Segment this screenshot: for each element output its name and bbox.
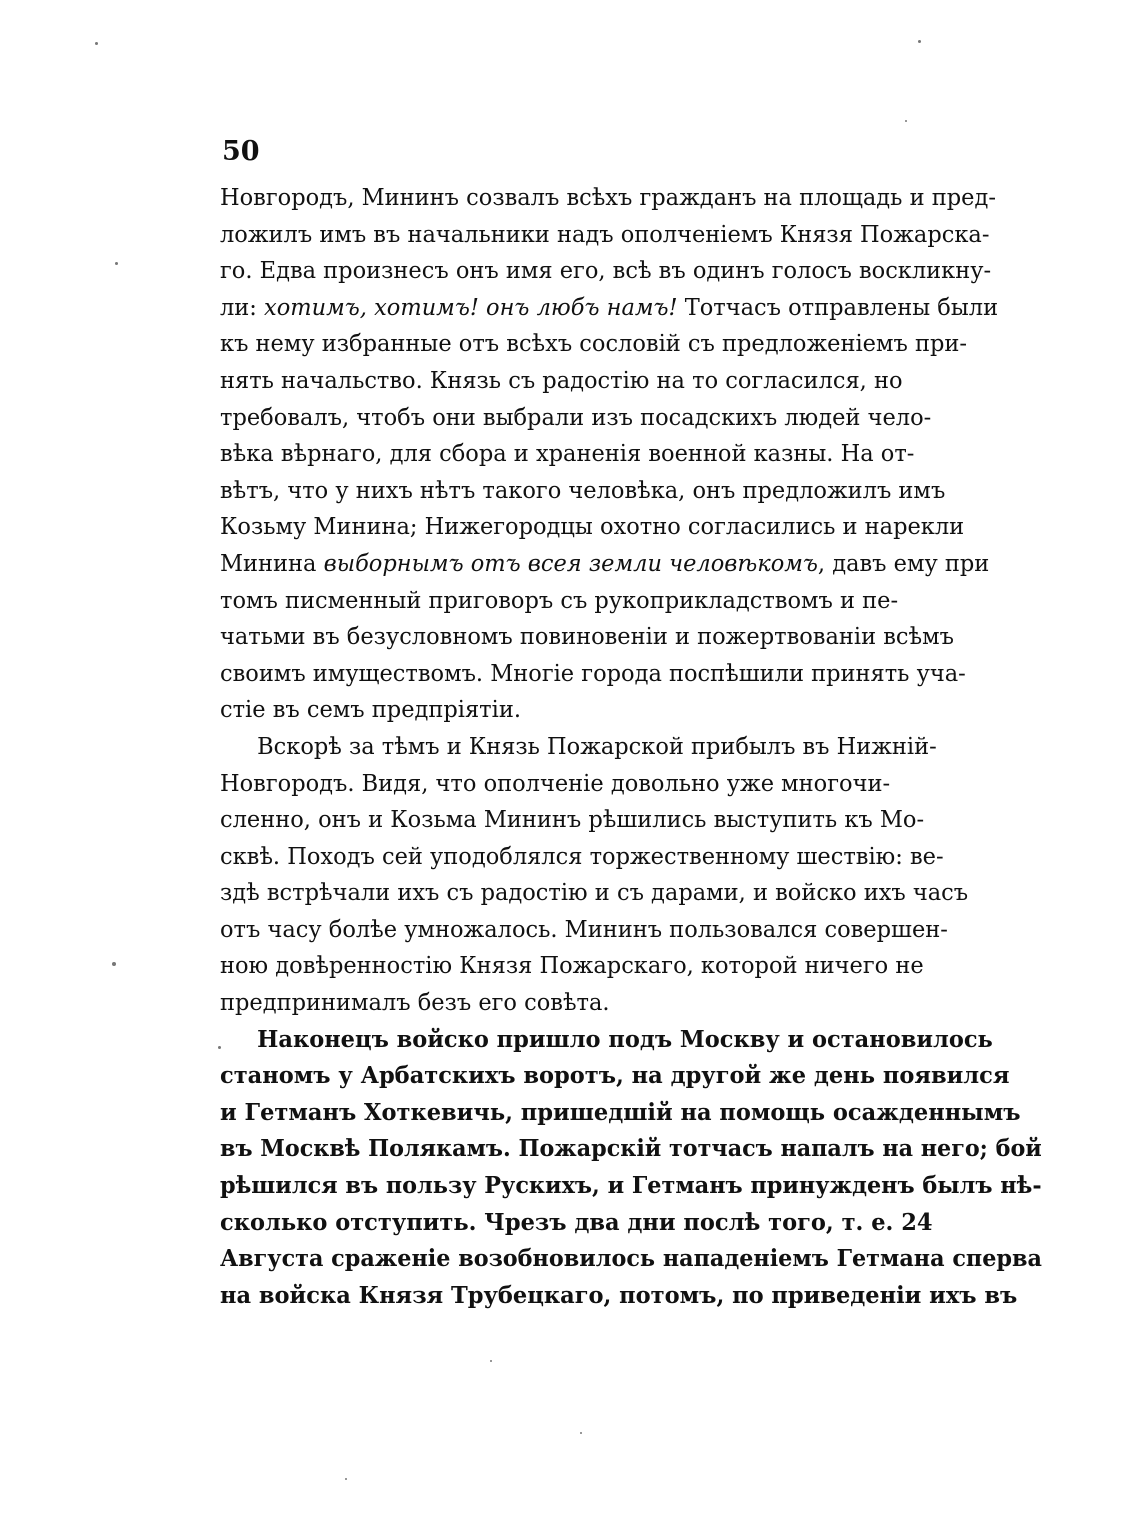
text-line: Новгородъ. Видя, что ополченіе довольно уже многочи- (220, 770, 891, 797)
text-line (220, 290, 1042, 327)
scan-speck (490, 1360, 492, 1362)
text-line: отъ часу болѣе умножалось. Мининъ пользовался совершен- (220, 916, 948, 943)
text-line: чатьми въ безусловномъ повиновеніи и пожертвованіи всѣмъ (220, 624, 954, 651)
text-line: Вскорѣ за тѣмъ и Князь Пожарской прибылъ въ Нижній- (257, 733, 937, 760)
text-line: своимъ имуществомъ. Многіе города поспѣшили принять уча- (220, 660, 966, 687)
text-line: рѣшился въ пользу Рускихъ, и Гетманъ принужденъ былъ нѣ- (220, 1172, 1042, 1200)
text-line: нять начальство. Князь съ радостію на то согласился, но (220, 367, 903, 394)
text-line: и Гетманъ Хоткевичь, пришедшій на помощь осажденнымъ (220, 1098, 1021, 1126)
text-line: томъ писменный приговоръ съ рукоприкладствомъ и пе- (220, 587, 899, 614)
body-text (220, 180, 1060, 1314)
text-line: въ Москвѣ Полякамъ. Пожарскій тотчасъ напалъ на него; бой (220, 1135, 1042, 1163)
page-number: 50 (222, 136, 260, 167)
text-run: , давъ ему при (817, 550, 990, 577)
scan-speck (115, 262, 118, 265)
text-line: требовалъ, чтобъ они выбрали изъ посадскихъ людей чело- (220, 404, 932, 431)
text-line: вѣтъ, что у нихъ нѣтъ такого человѣка, онъ предложилъ имъ (220, 477, 946, 504)
text-line: го. Едва произнесъ онъ имя его, всѣ въ одинъ голосъ воскликну- (220, 258, 992, 285)
text-run: ли: (220, 294, 265, 321)
scan-speck (918, 40, 921, 43)
text-line: Новгородъ, Мининъ созвалъ всѣхъ гражданъ на площадь и пред- (220, 185, 996, 211)
text-line: сколько отступить. Чрезъ два дни послѣ того, т. е. 24 (220, 1208, 933, 1236)
scan-speck (112, 962, 116, 966)
text-line: Козьму Минина; Нижегородцы охотно согласились и нарекли (220, 514, 965, 541)
text-line: къ нему избранные отъ всѣхъ сословій съ предложеніемъ при- (220, 331, 968, 358)
text-line: предпринималъ безъ его совѣта. (220, 990, 610, 1017)
text-line: здѣ встрѣчали ихъ съ радостію и съ дарами, и войско ихъ часъ (220, 880, 969, 907)
text-line: станомъ у Арбатскихъ воротъ, на другой же день появился (220, 1062, 1010, 1090)
text-line: Наконецъ войско пришло подъ Москву и остановилось (257, 1025, 993, 1053)
scan-speck (218, 1046, 221, 1049)
scan-speck (345, 1478, 347, 1480)
scan-speck (905, 120, 907, 122)
text-line: сквѣ. Походъ сей уподоблялся торжественному шествію: ве- (220, 843, 944, 870)
text-line: ною довѣренностію Князя Пожарскаго, которой ничего не (220, 953, 924, 980)
text-line: вѣка вѣрнаго, для сбора и храненія военной казны. На от- (220, 441, 915, 468)
scan-speck (580, 1432, 582, 1434)
text-line (220, 546, 1042, 583)
text-line: Августа сраженіе возобновилось нападеніемъ Гетмана сперва (220, 1245, 1042, 1273)
text-line: на войска Князя Трубецкаго, потомъ, по приведеніи ихъ въ (220, 1281, 1018, 1309)
italic-phrase: выборнымъ отъ всея земли человѣкомъ (323, 550, 818, 577)
text-line: ложилъ имъ въ начальники надъ ополченіемъ Князя Пожарска- (220, 221, 990, 248)
text-run: Тотчасъ отправлены были (677, 294, 999, 321)
scan-speck (95, 42, 98, 45)
italic-phrase: хотимъ, хотимъ! онъ любъ намъ! (264, 294, 678, 321)
text-line: стіе въ семъ предпріятіи. (220, 697, 521, 724)
text-line: сленно, онъ и Козьма Мининъ рѣшились выступить къ Мо- (220, 807, 925, 834)
text-run: Минина (220, 550, 324, 577)
